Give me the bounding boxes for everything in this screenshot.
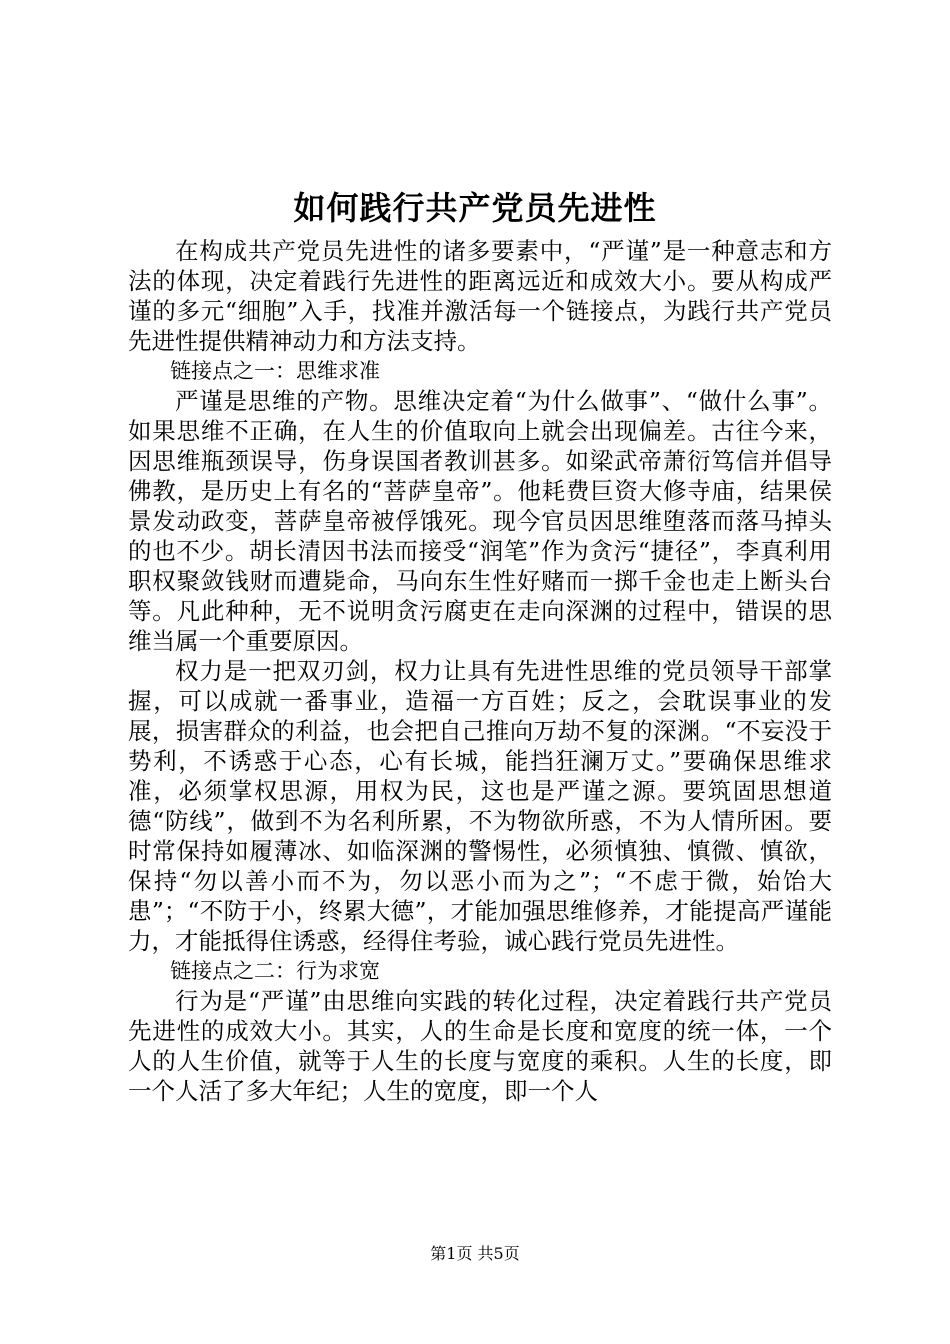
intro-paragraph: 在构成共产党员先进性的诸多要素中，“严谨”是一种意志和方法的体现，决定着践行先进性的距离远近和成效大小。要从构成严谨的多元“细胞”入手，找准并激活每一个链接点，为践行共产党员先进性提供精神动力和方法支持。 xyxy=(128,237,832,355)
document-body xyxy=(128,236,832,1106)
page-title: 如何践行共产党员先进性 xyxy=(293,189,657,227)
paragraph: 行为是“严谨”由思维向实践的转化过程，决定着践行共产党员先进性的成效大小。其实，人的生命是长度和宽度的统一体，一个人的人生价值，就等于人生的长度与宽度的乘积。人生的长度，即一个人活了多大年纪；人生的宽度，即一个人 xyxy=(128,987,832,1105)
paragraph: 严谨是思维的产物。思维决定着“为什么做事”、“做什么事”。如果思维不正确，在人生的价值取向上就会出现偏差。古往今来，因思维瓶颈误导，伤身误国者教训甚多。如梁武帝萧衍笃信并倡导佛教，是历史上有名的“菩萨皇帝”。他耗费巨资大修寺庙，结果侯景发动政变，菩萨皇帝被俘饿死。现今官员因思维堕落而落马掉头的也不少。胡长清因书法而接受“润笔”作为贪污“捷径”，李真利用职权聚敛钱财而遭毙命，马向东生性好赌而一掷千金也走上断头台等。凡此种种，无不说明贪污腐吏在走向深渊的过程中，错误的思维当属一个重要原因。 xyxy=(128,387,832,655)
section-heading-1: 链接点之一：思维求准 xyxy=(170,359,380,383)
page-footer: 第1页 共5页 xyxy=(430,1244,520,1263)
paragraph: 权力是一把双刃剑，权力让具有先进性思维的党员领导干部掌握，可以成就一番事业，造福一方百姓；反之，会耽误事业的发展，损害群众的利益，也会把自己推向万劫不复的深渊。“不妄没于势利，不诱惑于心态，心有长城，能挡狂澜万丈。”要确保思维求准，必须掌权思源，用权为民，这也是严谨之源。要筑固思想道德“防线”，做到不为名利所累，不为物欲所惑，不为人情所困。要时常保持如履薄冰、如临深渊的警惕性，必须慎独、慎微、慎欲，保持“勿以善小而不为，勿以恶小而为之”；“不虑于微，始饴大患”；“不防于小，终累大德”，才能加强思维修养，才能提高严谨能力，才能抵得住诱惑，经得住考验，诚心践行党员先进性。 xyxy=(128,657,832,955)
section-heading-2: 链接点之二：行为求宽 xyxy=(170,959,380,983)
